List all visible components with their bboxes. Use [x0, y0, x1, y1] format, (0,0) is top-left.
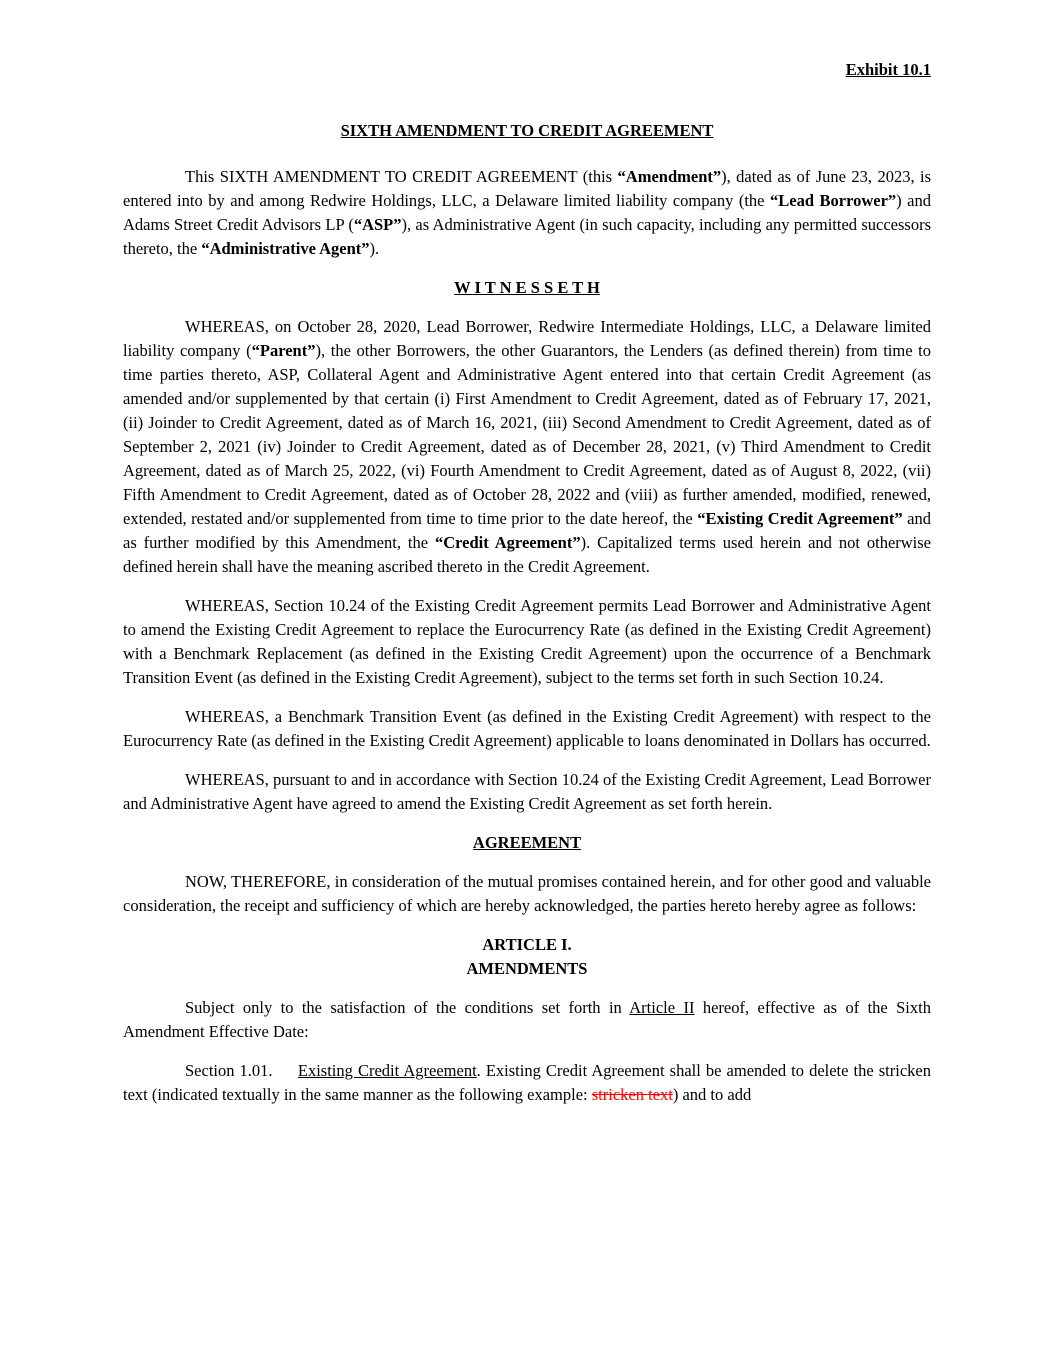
article-1-heading [123, 933, 931, 981]
article-1-number: ARTICLE I. [482, 935, 572, 954]
paragraph-section-1-01: Section 1.01. Existing Credit Agreement. Existing Credit Agreement shall be amended to delete the stricken text (indicated textually in the same manner as the following example: stricken text) and to add [123, 1061, 931, 1104]
paragraph-whereas-2: WHEREAS, Section 10.24 of the Existing Credit Agreement permits Lead Borrower and Administrative Agent to amend the Existing Credit Agreement to replace the Eurocurrency Rate (as defined in the Existing Credit Agreement) with a Benchmark Replacement (as defined in the Existing Credit Agreement) upon the occurrence of a Benchmark Transition Event (as defined in the Existing Credit Agreement), subject to the terms set forth in such Section 10.24. [123, 596, 931, 687]
paragraph-intro: This SIXTH AMENDMENT TO CREDIT AGREEMENT (this “Amendment”), dated as of June 23, 2023, is entered into by and among Redwire Holdings, LLC, a Delaware limited liability company (the “Lead Borrower”) and Adams Street Credit Advisors LP (“ASP”), as Administrative Agent (in such capacity, including any permitted successors thereto, the “Administrative Agent”). [123, 167, 932, 258]
paragraph-now-therefore: NOW, THEREFORE, in consideration of the mutual promises contained herein, and for other good and valuable consideration, the receipt and sufficiency of which are hereby acknowledged, the parties hereto hereby agree as follows: [123, 872, 931, 915]
witnesseth-heading [123, 276, 931, 300]
agreement-heading [123, 831, 931, 855]
paragraph-whereas-4: WHEREAS, pursuant to and in accordance with Section 10.24 of the Existing Credit Agreement, Lead Borrower and Administrative Agent have agreed to amend the Existing Credit Agreement as set forth herein. [123, 770, 931, 813]
exhibit-label [123, 58, 931, 82]
document-title-text: SIXTH AMENDMENT TO CREDIT AGREEMENT [340, 121, 714, 140]
paragraph-whereas-1: WHEREAS, on October 28, 2020, Lead Borrower, Redwire Intermediate Holdings, LLC, a Delaware limited liability company (“Parent”), the other Borrowers, the other Guarantors, the Lenders (as defined therein) from time to time parties thereto, ASP, Collateral Agent and Administrative Agent entered into that certain Credit Agreement (as amended and/or supplemented by that certain (i) First Amendment to Credit Agreement, dated as of February 17, 2021, (ii) Joinder to Credit Agreement, dated as of March 16, 2021, (iii) Second Amendment to Credit Agreement, dated as of September 2, 2021 (iv) Joinder to Credit Agreement, dated as of December 28, 2021, (v) Third Amendment to Credit Agreement, dated as of March 25, 2022, (vi) Fourth Amendment to Credit Agreement, dated as of August 8, 2022, (vii) Fifth Amendment to Credit Agreement, dated as of October 28, 2022 and (viii) as further amended, modified, renewed, extended, restated and/or supplemented from time to time prior to the date hereof, the “Existing Credit Agreement” and as further modified by this Amendment, the “Credit Agreement”). Capitalized terms used herein and not otherwise defined herein shall have the meaning ascribed thereto in the Credit Agreement. [123, 317, 932, 576]
agreement-heading-text: AGREEMENT [472, 833, 582, 852]
paragraph-whereas-3: WHEREAS, a Benchmark Transition Event (as defined in the Existing Credit Agreement) with respect to the Eurocurrency Rate (as defined in the Existing Credit Agreement) applicable to loans denominated in Dollars has occurred. [123, 707, 931, 750]
document-title [123, 119, 931, 143]
article-1-title: AMENDMENTS [466, 959, 588, 978]
exhibit-label-text: Exhibit 10.1 [845, 60, 931, 79]
witnesseth-heading-text: W I T N E S S E T H [454, 278, 600, 297]
paragraph-subject-only: Subject only to the satisfaction of the conditions set forth in Article II hereof, effective as of the Sixth Amendment Effective Date: [123, 998, 931, 1041]
